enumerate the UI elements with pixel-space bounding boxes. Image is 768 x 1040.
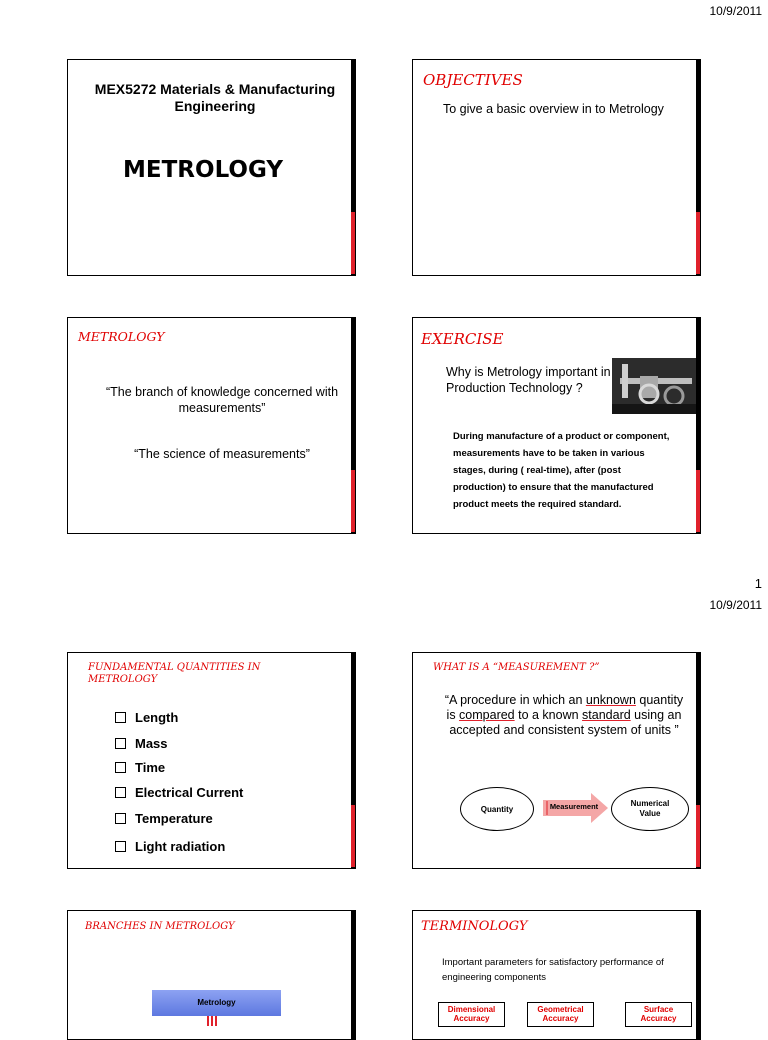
slide-title [67, 59, 356, 276]
page-number: 1 [754, 576, 762, 591]
checkbox-icon [115, 787, 126, 798]
slide-title: WHAT IS A “MEASUREMENT ?” [433, 662, 600, 673]
objective-text: To give a basic overview in to Metrology [443, 102, 664, 116]
slide-objectives [412, 59, 701, 276]
metrology-root-box: Metrology [152, 990, 281, 1016]
measurement-arrow-label: Measurement [549, 802, 599, 811]
page-date: 10/9/2011 [709, 598, 762, 612]
slide-fundamental [67, 652, 356, 869]
slide-metrology [67, 317, 356, 534]
slide-topic: METROLOGY [123, 157, 283, 183]
caliper-image [612, 358, 696, 414]
checkbox-icon [115, 762, 126, 773]
quantity-item: Light radiation [115, 839, 225, 854]
slide-title: OBJECTIVES [423, 71, 523, 89]
checkbox-icon [115, 738, 126, 749]
slide-title: METROLOGY [78, 329, 165, 344]
slide-title: BRANCHES IN METROLOGY [85, 921, 235, 932]
numerical-value-oval: Numerical Value [611, 787, 689, 831]
slide-title: TERMINOLOGY [421, 919, 528, 934]
quantity-item: Electrical Current [115, 785, 243, 800]
checkbox-icon [115, 841, 126, 852]
measurement-definition: “A procedure in which an unknown quantity is compared to a known standard using an accepted and consistent system of units ” [444, 693, 684, 737]
slide-branches [67, 910, 356, 1040]
surface-accuracy-box: Surface Accuracy [625, 1002, 692, 1027]
slide-terminology [412, 910, 701, 1040]
terminology-text: Important parameters for satisfactory performance of engineering components [442, 957, 664, 983]
checkbox-icon [115, 712, 126, 723]
slide-title: FUNDAMENTAL QUANTITIES IN METROLOGY [88, 662, 261, 685]
quantity-oval: Quantity [460, 787, 534, 831]
quantity-item: Length [115, 710, 178, 725]
slide-exercise [412, 317, 701, 534]
exercise-question: Why is Metrology important in Production Technology ? [446, 365, 611, 395]
dimensional-accuracy-box: Dimensional Accuracy [438, 1002, 505, 1027]
definition-1: “The branch of knowledge concerned with measurements” [105, 385, 339, 415]
caliper-icon [612, 358, 696, 414]
quantity-item: Temperature [115, 811, 213, 826]
slide-title: EXERCISE [421, 330, 504, 348]
slide-measurement [412, 652, 701, 869]
quantity-item: Time [115, 760, 165, 775]
definition-2: “The science of measurements” [134, 447, 310, 461]
quantity-item: Mass [115, 736, 168, 751]
course-title: MEX5272 Materials & Manufacturing Engineering [94, 81, 336, 114]
geometrical-accuracy-box: Geometrical Accuracy [527, 1002, 594, 1027]
checkbox-icon [115, 813, 126, 824]
exercise-answer: During manufacture of a product or component, measurements have to be taken in various stages, during ( real-time), after (post production) to ensure that the manufactured product meets the required standard. [453, 431, 670, 510]
page-date: 10/9/2011 [709, 4, 762, 18]
